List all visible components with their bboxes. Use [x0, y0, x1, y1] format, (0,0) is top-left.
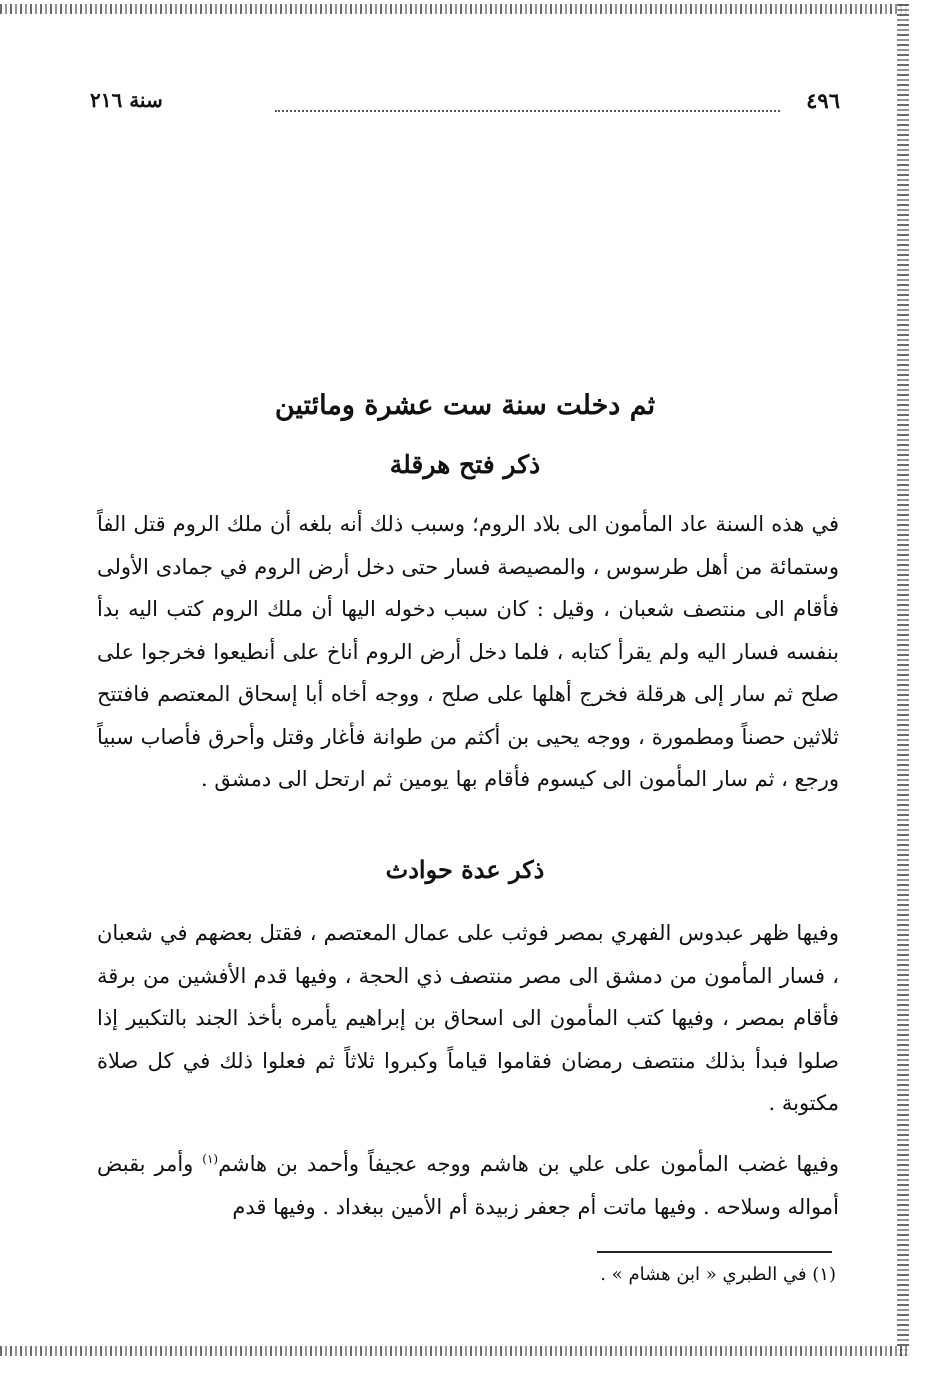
footnote-rule	[597, 1251, 832, 1253]
header-dotted-rule	[275, 110, 780, 112]
paragraph-events-2-start: وفيها غضب المأمون على علي بن هاشم ووجه عجيفاً وأحمد بن هاشم	[218, 1152, 840, 1176]
running-head: سنة ٢١٦	[90, 88, 163, 112]
chapter-title: ثم دخلت سنة ست عشرة ومائتين	[274, 390, 656, 421]
footnote: (١) في الطبري « ابن هشام » .	[600, 1264, 836, 1285]
paragraph-events-1: وفيها ظهر عبدوس الفهري بمصر فوثب على عمال المعتصم ، فقتل بعضهم في شعبان ، فسار المأمون من دمشق الى مصر منتصف ذي الحجة ، وفيها قدم الأفشين من برقة فأقام بمصر ، وفيها كتب المأمون الى اسحاق بن إبراهيم يأمره بأخذ الجند بالتكبير إذا صلوا فبدأ بذلك منتصف رمضان فقاموا قياماً وكبروا ثلاثاً ثم فعلوا ذلك في كل صلاة مكتوبة .	[97, 921, 839, 1115]
page-header	[90, 88, 840, 122]
page-number: ٤٩٦	[806, 88, 840, 113]
decorative-border-top	[0, 4, 910, 14]
paragraph-conquest: في هذه السنة عاد المأمون الى بلاد الروم؛ وسبب ذلك أنه بلغه أن ملك الروم قتل الفاً وستمائة من أهل طرسوس ، والمصيصة فسار حتى دخل أرض الروم في جمادى الأولى فأقام الى منتصف شعبان ، وقيل : كان سبب دخوله اليها أن ملك الروم كتب اليه بدأ بنفسه فسار اليه ولم يقرأ كتابه ، فلما دخل أرض الروم أناخ على أنطيعوا فخرجوا على صلح ثم سار إلى هرقلة فخرج أهلها على صلح ، ووجه أخاه أبا إسحاق المعتصم فافتتح ثلاثين حصناً ومطمورة ، ووجه يحيى بن أكثم من طوانة فأغار وقتل وأحرق فأصاب سبياً ورجع ، ثم سار المأمون الى كيسوم فأقام بها يومين ثم ارتحل الى دمشق .	[97, 512, 839, 791]
paragraph-events-2	[97, 1138, 839, 1228]
footnote-marker: (١)	[202, 1152, 219, 1166]
section-heading-events: ذكر عدة حوادث	[385, 855, 545, 884]
paragraph-events-2-end: وأمر بقبض أمواله وسلاحه . وفيها ماتت أم جعفر زبيدة أم الأمين ببغداد . وفيها قدم	[97, 1152, 839, 1219]
decorative-border-right	[897, 4, 909, 1356]
decorative-border-bottom	[0, 1346, 910, 1356]
section-heading-conquest: ذكر فتح هرقلة	[389, 450, 541, 479]
